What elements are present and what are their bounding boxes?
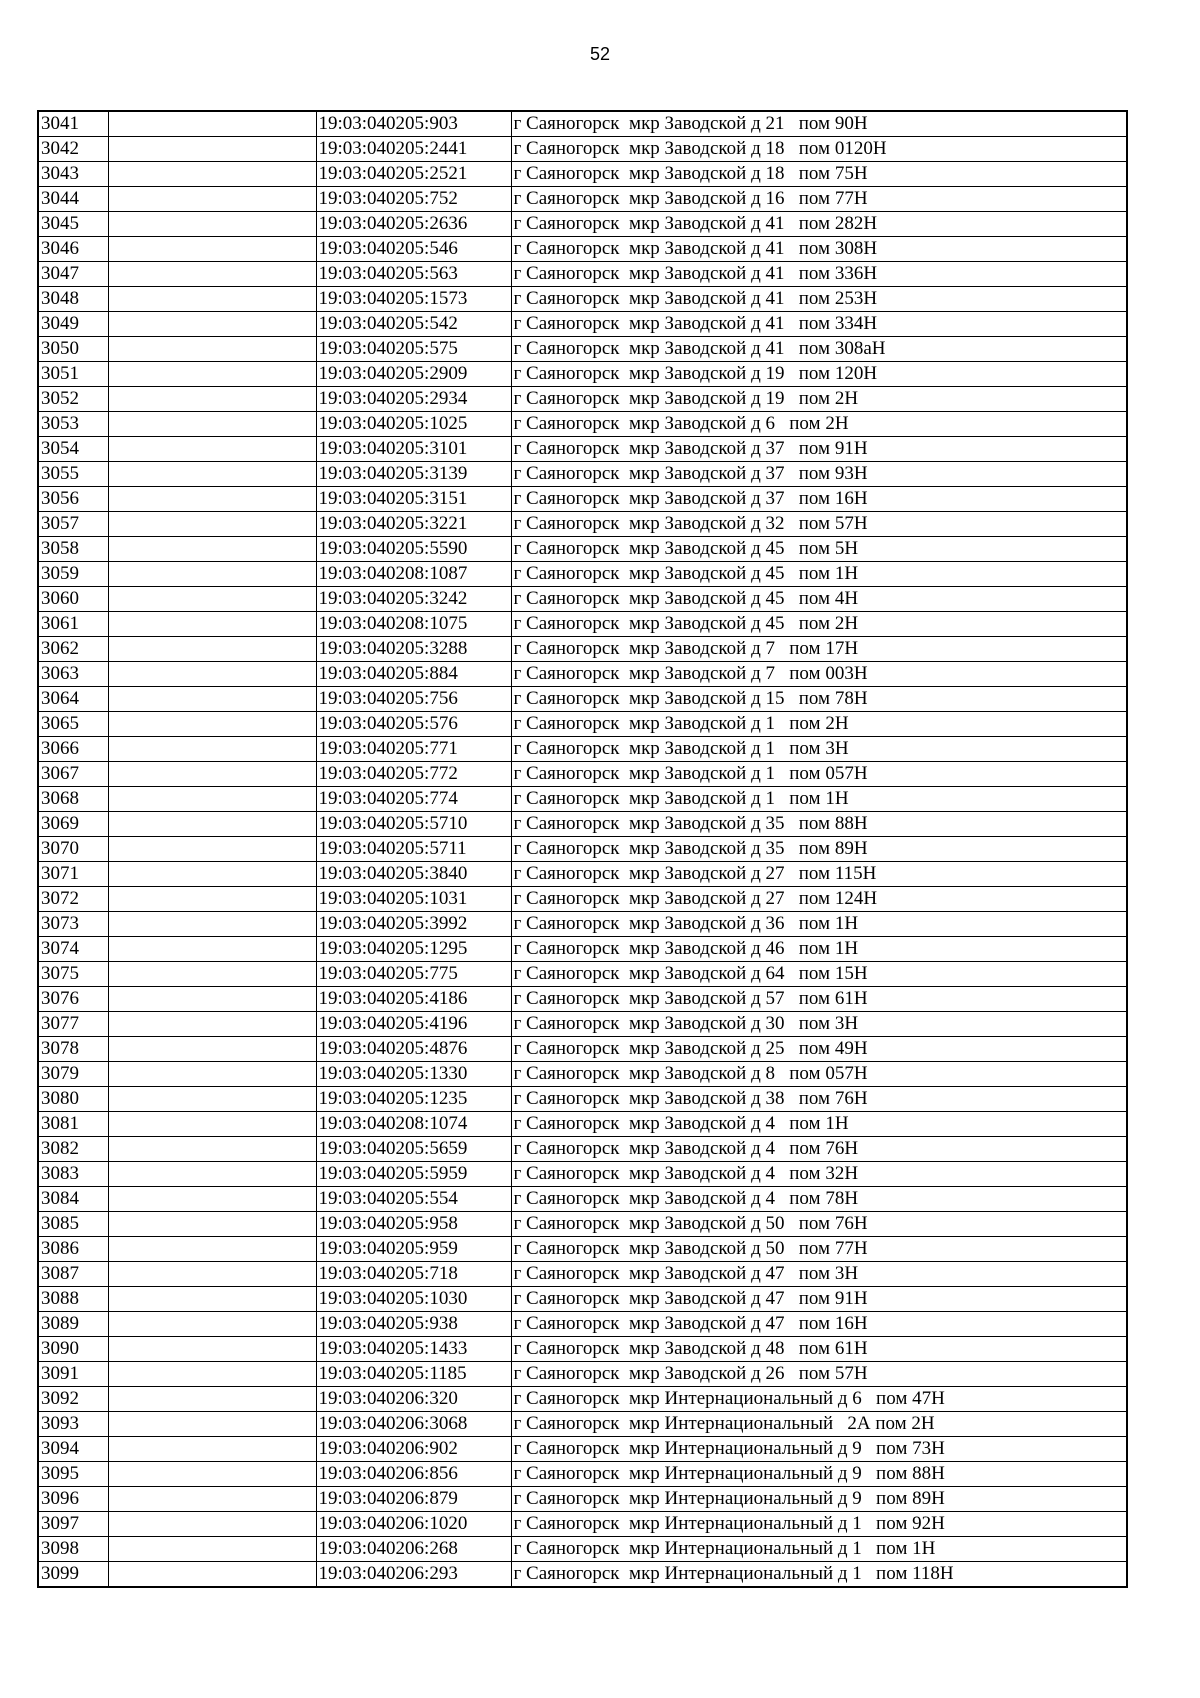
address-cell: г Саяногорск мкр Заводской д 64 пом 15Н bbox=[511, 962, 1127, 987]
cadastral-number-cell: 19:03:040205:3840 bbox=[316, 862, 511, 887]
blank-cell bbox=[108, 837, 316, 862]
table-row bbox=[38, 512, 1127, 537]
address-cell: г Саяногорск мкр Заводской д 35 пом 88Н bbox=[511, 812, 1127, 837]
blank-cell bbox=[108, 111, 316, 137]
row-number-cell: 3072 bbox=[38, 887, 108, 912]
table-row bbox=[38, 111, 1127, 137]
row-number-cell: 3079 bbox=[38, 1062, 108, 1087]
table-row bbox=[38, 1137, 1127, 1162]
blank-cell bbox=[108, 237, 316, 262]
cadastral-number-cell: 19:03:040205:4186 bbox=[316, 987, 511, 1012]
address-cell: г Саяногорск мкр Интернациональный 2А пом 2Н bbox=[511, 1412, 1127, 1437]
row-number-cell: 3094 bbox=[38, 1437, 108, 1462]
cadastral-number-cell: 19:03:040205:3992 bbox=[316, 912, 511, 937]
cadastral-number-cell: 19:03:040205:3139 bbox=[316, 462, 511, 487]
cadastral-number-cell: 19:03:040205:3242 bbox=[316, 587, 511, 612]
blank-cell bbox=[108, 1137, 316, 1162]
cadastral-number-cell: 19:03:040205:1185 bbox=[316, 1362, 511, 1387]
blank-cell bbox=[108, 537, 316, 562]
row-number-cell: 3073 bbox=[38, 912, 108, 937]
blank-cell bbox=[108, 387, 316, 412]
address-cell: г Саяногорск мкр Заводской д 27 пом 124Н bbox=[511, 887, 1127, 912]
cadastral-number-cell: 19:03:040205:1031 bbox=[316, 887, 511, 912]
blank-cell bbox=[108, 1237, 316, 1262]
row-number-cell: 3068 bbox=[38, 787, 108, 812]
blank-cell bbox=[108, 337, 316, 362]
blank-cell bbox=[108, 1012, 316, 1037]
cadastral-number-cell: 19:03:040205:3101 bbox=[316, 437, 511, 462]
address-cell: г Саяногорск мкр Заводской д 21 пом 90Н bbox=[511, 111, 1127, 137]
address-cell: г Саяногорск мкр Заводской д 4 пом 76Н bbox=[511, 1137, 1127, 1162]
blank-cell bbox=[108, 1287, 316, 1312]
cadastral-number-cell: 19:03:040205:3288 bbox=[316, 637, 511, 662]
table-row bbox=[38, 387, 1127, 412]
table-row bbox=[38, 162, 1127, 187]
blank-cell bbox=[108, 937, 316, 962]
address-cell: г Саяногорск мкр Заводской д 37 пом 91Н bbox=[511, 437, 1127, 462]
cadastral-number-cell: 19:03:040205:1433 bbox=[316, 1337, 511, 1362]
blank-cell bbox=[108, 1462, 316, 1487]
row-number-cell: 3082 bbox=[38, 1137, 108, 1162]
cadastral-number-cell: 19:03:040205:959 bbox=[316, 1237, 511, 1262]
address-cell: г Саяногорск мкр Заводской д 18 пом 0120Н bbox=[511, 137, 1127, 162]
blank-cell bbox=[108, 1362, 316, 1387]
blank-cell bbox=[108, 137, 316, 162]
row-number-cell: 3070 bbox=[38, 837, 108, 862]
table-row bbox=[38, 1362, 1127, 1387]
row-number-cell: 3075 bbox=[38, 962, 108, 987]
blank-cell bbox=[108, 712, 316, 737]
address-cell: г Саяногорск мкр Заводской д 1 пом 057Н bbox=[511, 762, 1127, 787]
table-row bbox=[38, 1537, 1127, 1562]
blank-cell bbox=[108, 962, 316, 987]
table-row bbox=[38, 337, 1127, 362]
row-number-cell: 3065 bbox=[38, 712, 108, 737]
cadastral-number-cell: 19:03:040206:3068 bbox=[316, 1412, 511, 1437]
row-number-cell: 3098 bbox=[38, 1537, 108, 1562]
blank-cell bbox=[108, 1562, 316, 1588]
table-row bbox=[38, 1512, 1127, 1537]
row-number-cell: 3067 bbox=[38, 762, 108, 787]
row-number-cell: 3044 bbox=[38, 187, 108, 212]
table-row bbox=[38, 837, 1127, 862]
blank-cell bbox=[108, 1387, 316, 1412]
cadastral-number-cell: 19:03:040208:1075 bbox=[316, 612, 511, 637]
blank-cell bbox=[108, 1412, 316, 1437]
address-cell: г Саяногорск мкр Заводской д 4 пом 32Н bbox=[511, 1162, 1127, 1187]
table-row bbox=[38, 1437, 1127, 1462]
row-number-cell: 3050 bbox=[38, 337, 108, 362]
cadastral-number-cell: 19:03:040205:938 bbox=[316, 1312, 511, 1337]
address-cell: г Саяногорск мкр Заводской д 37 пом 93Н bbox=[511, 462, 1127, 487]
row-number-cell: 3043 bbox=[38, 162, 108, 187]
row-number-cell: 3081 bbox=[38, 1112, 108, 1137]
blank-cell bbox=[108, 262, 316, 287]
table-row bbox=[38, 612, 1127, 637]
cadastral-number-cell: 19:03:040205:5659 bbox=[316, 1137, 511, 1162]
address-cell: г Саяногорск мкр Заводской д 45 пом 1Н bbox=[511, 562, 1127, 587]
row-number-cell: 3087 bbox=[38, 1262, 108, 1287]
address-cell: г Саяногорск мкр Интернациональный д 1 пом 92Н bbox=[511, 1512, 1127, 1537]
row-number-cell: 3055 bbox=[38, 462, 108, 487]
address-cell: г Саяногорск мкр Заводской д 48 пом 61Н bbox=[511, 1337, 1127, 1362]
address-cell: г Саяногорск мкр Заводской д 1 пом 3Н bbox=[511, 737, 1127, 762]
table-row bbox=[38, 1212, 1127, 1237]
address-cell: г Саяногорск мкр Заводской д 45 пом 2Н bbox=[511, 612, 1127, 637]
address-cell: г Саяногорск мкр Заводской д 7 пом 003Н bbox=[511, 662, 1127, 687]
blank-cell bbox=[108, 787, 316, 812]
table-body bbox=[38, 111, 1127, 1587]
blank-cell bbox=[108, 1337, 316, 1362]
cadastral-number-cell: 19:03:040205:1295 bbox=[316, 937, 511, 962]
blank-cell bbox=[108, 637, 316, 662]
cadastral-number-cell: 19:03:040208:1074 bbox=[316, 1112, 511, 1137]
blank-cell bbox=[108, 562, 316, 587]
table-row bbox=[38, 1412, 1127, 1437]
row-number-cell: 3059 bbox=[38, 562, 108, 587]
cadastral-number-cell: 19:03:040206:293 bbox=[316, 1562, 511, 1588]
row-number-cell: 3088 bbox=[38, 1287, 108, 1312]
table-row bbox=[38, 1112, 1127, 1137]
row-number-cell: 3091 bbox=[38, 1362, 108, 1387]
table-row bbox=[38, 262, 1127, 287]
cadastral-number-cell: 19:03:040205:1573 bbox=[316, 287, 511, 312]
address-cell: г Саяногорск мкр Интернациональный д 1 пом 1Н bbox=[511, 1537, 1127, 1562]
blank-cell bbox=[108, 1487, 316, 1512]
property-table bbox=[37, 110, 1128, 1588]
blank-cell bbox=[108, 437, 316, 462]
row-number-cell: 3096 bbox=[38, 1487, 108, 1512]
cadastral-number-cell: 19:03:040205:774 bbox=[316, 787, 511, 812]
table-row bbox=[38, 1162, 1127, 1187]
table-row bbox=[38, 312, 1127, 337]
row-number-cell: 3099 bbox=[38, 1562, 108, 1588]
address-cell: г Саяногорск мкр Заводской д 26 пом 57Н bbox=[511, 1362, 1127, 1387]
row-number-cell: 3084 bbox=[38, 1187, 108, 1212]
cadastral-number-cell: 19:03:040206:320 bbox=[316, 1387, 511, 1412]
row-number-cell: 3092 bbox=[38, 1387, 108, 1412]
cadastral-number-cell: 19:03:040205:5590 bbox=[316, 537, 511, 562]
blank-cell bbox=[108, 612, 316, 637]
table-row bbox=[38, 687, 1127, 712]
row-number-cell: 3066 bbox=[38, 737, 108, 762]
address-cell: г Саяногорск мкр Интернациональный д 9 пом 73Н bbox=[511, 1437, 1127, 1462]
address-cell: г Саяногорск мкр Заводской д 25 пом 49Н bbox=[511, 1037, 1127, 1062]
table-row bbox=[38, 1037, 1127, 1062]
table-row bbox=[38, 887, 1127, 912]
row-number-cell: 3064 bbox=[38, 687, 108, 712]
table-row bbox=[38, 587, 1127, 612]
table-row bbox=[38, 412, 1127, 437]
address-cell: г Саяногорск мкр Заводской д 19 пом 2Н bbox=[511, 387, 1127, 412]
blank-cell bbox=[108, 212, 316, 237]
blank-cell bbox=[108, 162, 316, 187]
cadastral-number-cell: 19:03:040206:1020 bbox=[316, 1512, 511, 1537]
cadastral-number-cell: 19:03:040206:856 bbox=[316, 1462, 511, 1487]
table-row bbox=[38, 737, 1127, 762]
blank-cell bbox=[108, 362, 316, 387]
cadastral-number-cell: 19:03:040205:5711 bbox=[316, 837, 511, 862]
address-cell: г Саяногорск мкр Заводской д 38 пом 76Н bbox=[511, 1087, 1127, 1112]
row-number-cell: 3095 bbox=[38, 1462, 108, 1487]
row-number-cell: 3083 bbox=[38, 1162, 108, 1187]
address-cell: г Саяногорск мкр Заводской д 7 пом 17Н bbox=[511, 637, 1127, 662]
table-row bbox=[38, 1062, 1127, 1087]
address-cell: г Саяногорск мкр Заводской д 45 пом 4Н bbox=[511, 587, 1127, 612]
row-number-cell: 3046 bbox=[38, 237, 108, 262]
cadastral-number-cell: 19:03:040205:756 bbox=[316, 687, 511, 712]
blank-cell bbox=[108, 687, 316, 712]
row-number-cell: 3048 bbox=[38, 287, 108, 312]
cadastral-number-cell: 19:03:040205:575 bbox=[316, 337, 511, 362]
cadastral-number-cell: 19:03:040205:554 bbox=[316, 1187, 511, 1212]
address-cell: г Саяногорск мкр Заводской д 47 пом 3Н bbox=[511, 1262, 1127, 1287]
row-number-cell: 3080 bbox=[38, 1087, 108, 1112]
address-cell: г Саяногорск мкр Интернациональный д 9 пом 89Н bbox=[511, 1487, 1127, 1512]
table-row bbox=[38, 212, 1127, 237]
table-row bbox=[38, 987, 1127, 1012]
table-row bbox=[38, 912, 1127, 937]
cadastral-number-cell: 19:03:040208:1087 bbox=[316, 562, 511, 587]
blank-cell bbox=[108, 287, 316, 312]
blank-cell bbox=[108, 1262, 316, 1287]
address-cell: г Саяногорск мкр Интернациональный д 6 пом 47Н bbox=[511, 1387, 1127, 1412]
blank-cell bbox=[108, 312, 316, 337]
table-row bbox=[38, 187, 1127, 212]
address-cell: г Саяногорск мкр Заводской д 30 пом 3Н bbox=[511, 1012, 1127, 1037]
row-number-cell: 3063 bbox=[38, 662, 108, 687]
blank-cell bbox=[108, 987, 316, 1012]
row-number-cell: 3052 bbox=[38, 387, 108, 412]
blank-cell bbox=[108, 812, 316, 837]
row-number-cell: 3047 bbox=[38, 262, 108, 287]
row-number-cell: 3089 bbox=[38, 1312, 108, 1337]
table-row bbox=[38, 1562, 1127, 1588]
table-row bbox=[38, 1287, 1127, 1312]
table-row bbox=[38, 1237, 1127, 1262]
blank-cell bbox=[108, 1212, 316, 1237]
blank-cell bbox=[108, 1537, 316, 1562]
cadastral-number-cell: 19:03:040205:2934 bbox=[316, 387, 511, 412]
cadastral-number-cell: 19:03:040205:5710 bbox=[316, 812, 511, 837]
row-number-cell: 3057 bbox=[38, 512, 108, 537]
row-number-cell: 3078 bbox=[38, 1037, 108, 1062]
address-cell: г Саяногорск мкр Заводской д 41 пом 282Н bbox=[511, 212, 1127, 237]
cadastral-number-cell: 19:03:040205:2441 bbox=[316, 137, 511, 162]
cadastral-number-cell: 19:03:040206:902 bbox=[316, 1437, 511, 1462]
address-cell: г Саяногорск мкр Интернациональный д 1 пом 118Н bbox=[511, 1562, 1127, 1588]
address-cell: г Саяногорск мкр Заводской д 37 пом 16Н bbox=[511, 487, 1127, 512]
blank-cell bbox=[108, 762, 316, 787]
blank-cell bbox=[108, 1112, 316, 1137]
blank-cell bbox=[108, 187, 316, 212]
address-cell: г Саяногорск мкр Заводской д 27 пом 115Н bbox=[511, 862, 1127, 887]
row-number-cell: 3053 bbox=[38, 412, 108, 437]
row-number-cell: 3058 bbox=[38, 537, 108, 562]
cadastral-number-cell: 19:03:040206:879 bbox=[316, 1487, 511, 1512]
cadastral-number-cell: 19:03:040205:1330 bbox=[316, 1062, 511, 1087]
table-row bbox=[38, 1337, 1127, 1362]
address-cell: г Саяногорск мкр Заводской д 18 пом 75Н bbox=[511, 162, 1127, 187]
blank-cell bbox=[108, 737, 316, 762]
table-row bbox=[38, 462, 1127, 487]
cadastral-number-cell: 19:03:040205:563 bbox=[316, 262, 511, 287]
table-row bbox=[38, 937, 1127, 962]
blank-cell bbox=[108, 662, 316, 687]
address-cell: г Саяногорск мкр Заводской д 41 пом 308аН bbox=[511, 337, 1127, 362]
cadastral-number-cell: 19:03:040205:576 bbox=[316, 712, 511, 737]
table-row bbox=[38, 1312, 1127, 1337]
table-row bbox=[38, 762, 1127, 787]
row-number-cell: 3049 bbox=[38, 312, 108, 337]
address-cell: г Саяногорск мкр Заводской д 32 пом 57Н bbox=[511, 512, 1127, 537]
blank-cell bbox=[108, 1037, 316, 1062]
row-number-cell: 3061 bbox=[38, 612, 108, 637]
table-row bbox=[38, 1462, 1127, 1487]
cadastral-number-cell: 19:03:040205:884 bbox=[316, 662, 511, 687]
blank-cell bbox=[108, 587, 316, 612]
table-row bbox=[38, 1487, 1127, 1512]
row-number-cell: 3090 bbox=[38, 1337, 108, 1362]
row-number-cell: 3042 bbox=[38, 137, 108, 162]
address-cell: г Саяногорск мкр Заводской д 35 пом 89Н bbox=[511, 837, 1127, 862]
row-number-cell: 3051 bbox=[38, 362, 108, 387]
cadastral-number-cell: 19:03:040205:546 bbox=[316, 237, 511, 262]
address-cell: г Саяногорск мкр Заводской д 15 пом 78Н bbox=[511, 687, 1127, 712]
table-row bbox=[38, 1087, 1127, 1112]
blank-cell bbox=[108, 912, 316, 937]
table-row bbox=[38, 1187, 1127, 1212]
table-row bbox=[38, 1387, 1127, 1412]
row-number-cell: 3069 bbox=[38, 812, 108, 837]
address-cell: г Саяногорск мкр Заводской д 41 пом 334Н bbox=[511, 312, 1127, 337]
address-cell: г Саяногорск мкр Интернациональный д 9 пом 88Н bbox=[511, 1462, 1127, 1487]
cadastral-number-cell: 19:03:040205:4196 bbox=[316, 1012, 511, 1037]
blank-cell bbox=[108, 1512, 316, 1537]
table-row bbox=[38, 1262, 1127, 1287]
blank-cell bbox=[108, 1062, 316, 1087]
address-cell: г Саяногорск мкр Заводской д 41 пом 336Н bbox=[511, 262, 1127, 287]
row-number-cell: 3085 bbox=[38, 1212, 108, 1237]
row-number-cell: 3093 bbox=[38, 1412, 108, 1437]
address-cell: г Саяногорск мкр Заводской д 57 пом 61Н bbox=[511, 987, 1127, 1012]
table-row bbox=[38, 712, 1127, 737]
blank-cell bbox=[108, 412, 316, 437]
address-cell: г Саяногорск мкр Заводской д 1 пом 1Н bbox=[511, 787, 1127, 812]
address-cell: г Саяногорск мкр Заводской д 4 пом 1Н bbox=[511, 1112, 1127, 1137]
cadastral-number-cell: 19:03:040205:771 bbox=[316, 737, 511, 762]
table-row bbox=[38, 862, 1127, 887]
table-row bbox=[38, 487, 1127, 512]
row-number-cell: 3071 bbox=[38, 862, 108, 887]
address-cell: г Саяногорск мкр Заводской д 41 пом 308Н bbox=[511, 237, 1127, 262]
address-cell: г Саяногорск мкр Заводской д 45 пом 5Н bbox=[511, 537, 1127, 562]
address-cell: г Саяногорск мкр Заводской д 46 пом 1Н bbox=[511, 937, 1127, 962]
row-number-cell: 3074 bbox=[38, 937, 108, 962]
address-cell: г Саяногорск мкр Заводской д 8 пом 057Н bbox=[511, 1062, 1127, 1087]
cadastral-number-cell: 19:03:040205:752 bbox=[316, 187, 511, 212]
row-number-cell: 3077 bbox=[38, 1012, 108, 1037]
address-cell: г Саяногорск мкр Заводской д 36 пом 1Н bbox=[511, 912, 1127, 937]
cadastral-number-cell: 19:03:040205:3221 bbox=[316, 512, 511, 537]
address-cell: г Саяногорск мкр Заводской д 47 пом 16Н bbox=[511, 1312, 1127, 1337]
cadastral-number-cell: 19:03:040205:775 bbox=[316, 962, 511, 987]
row-number-cell: 3086 bbox=[38, 1237, 108, 1262]
cadastral-number-cell: 19:03:040205:542 bbox=[316, 312, 511, 337]
row-number-cell: 3045 bbox=[38, 212, 108, 237]
blank-cell bbox=[108, 1087, 316, 1112]
cadastral-number-cell: 19:03:040205:2909 bbox=[316, 362, 511, 387]
cadastral-number-cell: 19:03:040205:1025 bbox=[316, 412, 511, 437]
cadastral-number-cell: 19:03:040205:1235 bbox=[316, 1087, 511, 1112]
address-cell: г Саяногорск мкр Заводской д 16 пом 77Н bbox=[511, 187, 1127, 212]
blank-cell bbox=[108, 462, 316, 487]
table-row bbox=[38, 237, 1127, 262]
address-cell: г Саяногорск мкр Заводской д 1 пом 2Н bbox=[511, 712, 1127, 737]
row-number-cell: 3054 bbox=[38, 437, 108, 462]
table-row bbox=[38, 287, 1127, 312]
row-number-cell: 3041 bbox=[38, 111, 108, 137]
table-row bbox=[38, 787, 1127, 812]
table-row bbox=[38, 637, 1127, 662]
cadastral-number-cell: 19:03:040205:3151 bbox=[316, 487, 511, 512]
table-row bbox=[38, 1012, 1127, 1037]
table-row bbox=[38, 662, 1127, 687]
row-number-cell: 3060 bbox=[38, 587, 108, 612]
cadastral-number-cell: 19:03:040205:958 bbox=[316, 1212, 511, 1237]
address-cell: г Саяногорск мкр Заводской д 50 пом 77Н bbox=[511, 1237, 1127, 1262]
cadastral-number-cell: 19:03:040205:4876 bbox=[316, 1037, 511, 1062]
row-number-cell: 3097 bbox=[38, 1512, 108, 1537]
table-row bbox=[38, 562, 1127, 587]
blank-cell bbox=[108, 887, 316, 912]
cadastral-number-cell: 19:03:040206:268 bbox=[316, 1537, 511, 1562]
table-row bbox=[38, 362, 1127, 387]
row-number-cell: 3056 bbox=[38, 487, 108, 512]
cadastral-number-cell: 19:03:040205:5959 bbox=[316, 1162, 511, 1187]
blank-cell bbox=[108, 1312, 316, 1337]
cadastral-number-cell: 19:03:040205:772 bbox=[316, 762, 511, 787]
page-number: 52 bbox=[589, 44, 611, 64]
table-row bbox=[38, 137, 1127, 162]
cadastral-number-cell: 19:03:040205:903 bbox=[316, 111, 511, 137]
cadastral-number-cell: 19:03:040205:2636 bbox=[316, 212, 511, 237]
table-row bbox=[38, 537, 1127, 562]
table-row bbox=[38, 962, 1127, 987]
blank-cell bbox=[108, 1437, 316, 1462]
cadastral-number-cell: 19:03:040205:2521 bbox=[316, 162, 511, 187]
address-cell: г Саяногорск мкр Заводской д 19 пом 120Н bbox=[511, 362, 1127, 387]
blank-cell bbox=[108, 1162, 316, 1187]
row-number-cell: 3062 bbox=[38, 637, 108, 662]
address-cell: г Саяногорск мкр Заводской д 50 пом 76Н bbox=[511, 1212, 1127, 1237]
cadastral-number-cell: 19:03:040205:1030 bbox=[316, 1287, 511, 1312]
address-cell: г Саяногорск мкр Заводской д 4 пом 78Н bbox=[511, 1187, 1127, 1212]
blank-cell bbox=[108, 512, 316, 537]
blank-cell bbox=[108, 862, 316, 887]
address-cell: г Саяногорск мкр Заводской д 41 пом 253Н bbox=[511, 287, 1127, 312]
address-cell: г Саяногорск мкр Заводской д 6 пом 2Н bbox=[511, 412, 1127, 437]
blank-cell bbox=[108, 1187, 316, 1212]
address-cell: г Саяногорск мкр Заводской д 47 пом 91Н bbox=[511, 1287, 1127, 1312]
table-row bbox=[38, 437, 1127, 462]
cadastral-number-cell: 19:03:040205:718 bbox=[316, 1262, 511, 1287]
blank-cell bbox=[108, 487, 316, 512]
table-row bbox=[38, 812, 1127, 837]
row-number-cell: 3076 bbox=[38, 987, 108, 1012]
